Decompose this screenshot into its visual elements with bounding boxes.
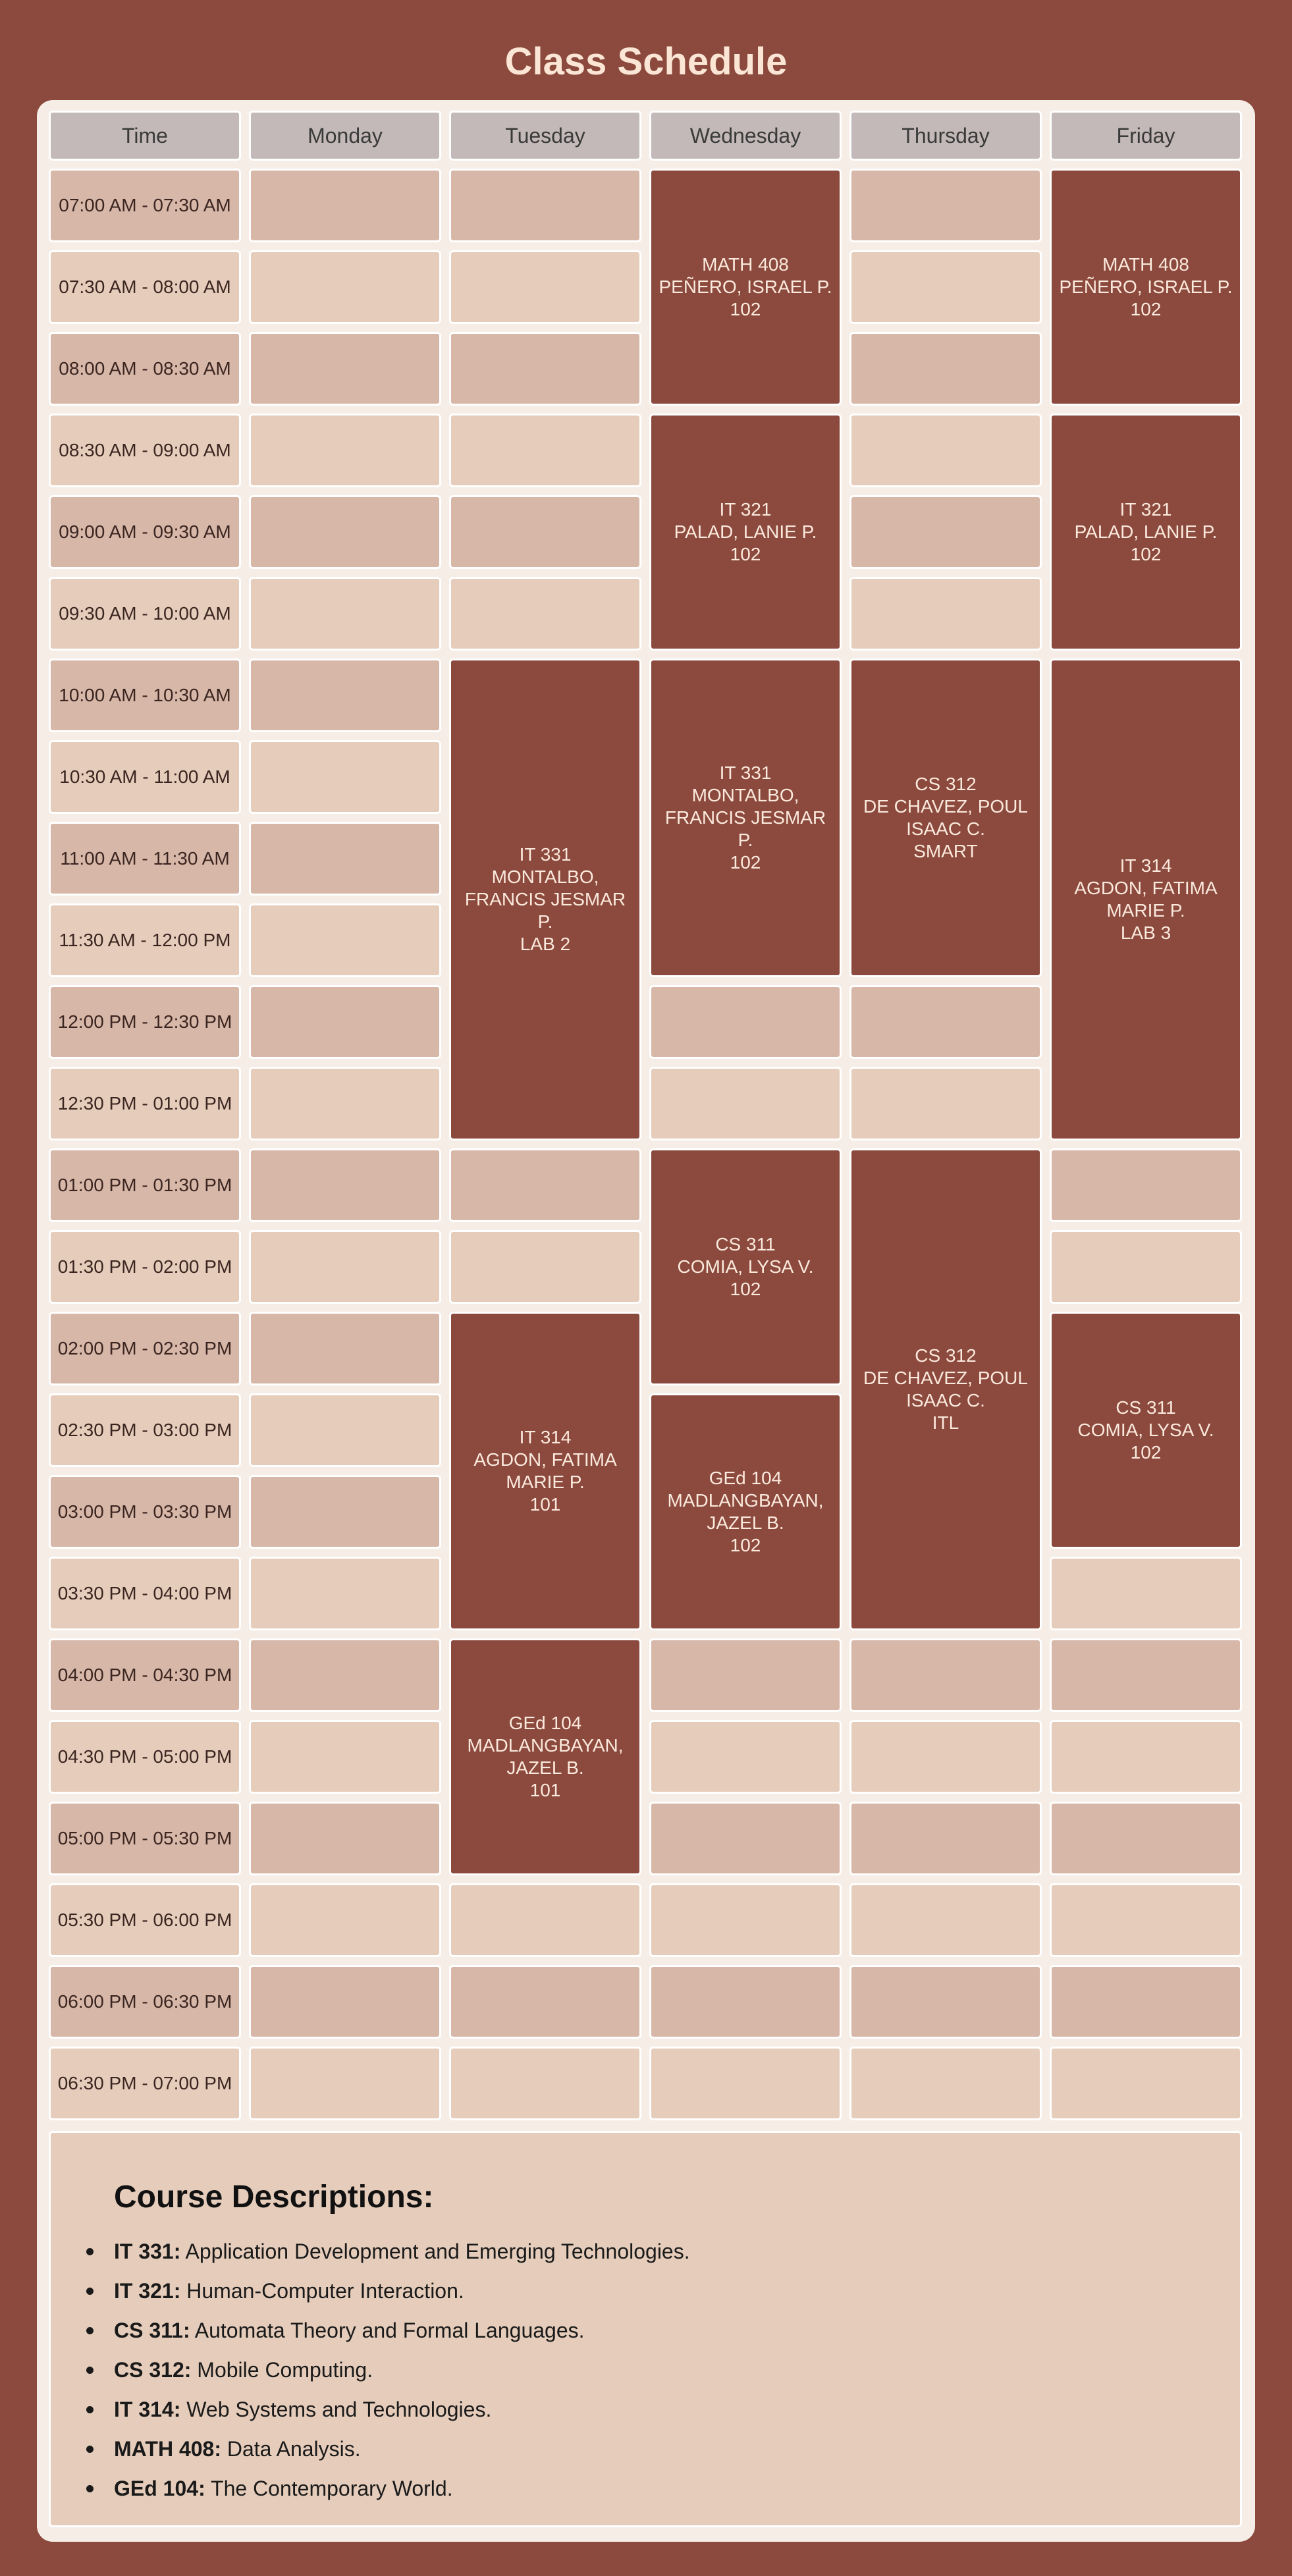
empty-slot-cell	[249, 1148, 441, 1222]
empty-slot-cell	[249, 1230, 441, 1304]
class-block[interactable]: IT 314 AGDON, FATIMA MARIE P. 101	[449, 1312, 641, 1630]
empty-slot-cell	[249, 2047, 441, 2120]
time-slot-label: 06:30 PM - 07:00 PM	[49, 2047, 241, 2120]
time-slot-label: 08:00 AM - 08:30 AM	[49, 332, 241, 406]
time-slot-label: 05:30 PM - 06:00 PM	[49, 1883, 241, 1957]
empty-slot-cell	[1050, 1557, 1242, 1630]
empty-slot-cell	[849, 1720, 1042, 1794]
course-description-text: Human-Computer Interaction.	[180, 2279, 464, 2303]
time-slot-label: 11:00 AM - 11:30 AM	[49, 822, 241, 896]
class-block[interactable]: CS 311 COMIA, LYSA V. 102	[1050, 1312, 1242, 1549]
course-code: CS 312:	[114, 2358, 192, 2382]
empty-slot-cell	[449, 250, 641, 324]
empty-slot-cell	[1050, 2047, 1242, 2120]
empty-slot-cell	[1050, 1638, 1242, 1712]
empty-slot-cell	[249, 903, 441, 977]
course-description-item	[114, 2350, 690, 2390]
empty-slot-cell	[249, 658, 441, 732]
course-description-item	[114, 2311, 690, 2350]
class-block[interactable]: GEd 104 MADLANGBAYAN, JAZEL B. 102	[649, 1393, 842, 1630]
empty-slot-cell	[649, 1638, 842, 1712]
empty-slot-cell	[1050, 1230, 1242, 1304]
time-slot-label: 08:30 AM - 09:00 AM	[49, 414, 241, 487]
course-code: IT 314:	[114, 2398, 181, 2421]
time-slot-label: 03:00 PM - 03:30 PM	[49, 1475, 241, 1549]
column-header-tuesday: Tuesday	[449, 111, 641, 161]
empty-slot-cell	[849, 1067, 1042, 1140]
empty-slot-cell	[449, 332, 641, 406]
empty-slot-cell	[1050, 1883, 1242, 1957]
course-descriptions-panel	[49, 2131, 1242, 2527]
class-block[interactable]: CS 311 COMIA, LYSA V. 102	[649, 1148, 842, 1385]
column-header-monday: Monday	[249, 111, 441, 161]
empty-slot-cell	[849, 1883, 1042, 1957]
empty-slot-cell	[249, 1475, 441, 1549]
empty-slot-cell	[649, 985, 842, 1059]
time-slot-label: 10:00 AM - 10:30 AM	[49, 658, 241, 732]
time-slot-label: 02:30 PM - 03:00 PM	[49, 1393, 241, 1467]
empty-slot-cell	[449, 2047, 641, 2120]
empty-slot-cell	[249, 495, 441, 569]
course-descriptions-list	[114, 2232, 690, 2508]
course-code: IT 331:	[114, 2240, 181, 2263]
empty-slot-cell	[849, 1638, 1042, 1712]
empty-slot-cell	[449, 1148, 641, 1222]
time-slot-label: 02:00 PM - 02:30 PM	[49, 1312, 241, 1385]
empty-slot-cell	[249, 332, 441, 406]
empty-slot-cell	[249, 1802, 441, 1875]
empty-slot-cell	[249, 1557, 441, 1630]
empty-slot-cell	[849, 169, 1042, 242]
class-block[interactable]: IT 331 MONTALBO, FRANCIS JESMAR P. LAB 2	[449, 658, 641, 1140]
empty-slot-cell	[849, 985, 1042, 1059]
empty-slot-cell	[249, 822, 441, 896]
schedule-grid	[49, 111, 1242, 2120]
course-description-text: Application Development and Emerging Technologies.	[180, 2240, 690, 2263]
column-header-time: Time	[49, 111, 241, 161]
page-title: Class Schedule	[504, 40, 788, 83]
empty-slot-cell	[249, 1965, 441, 2039]
empty-slot-cell	[449, 495, 641, 569]
empty-slot-cell	[249, 169, 441, 242]
empty-slot-cell	[849, 332, 1042, 406]
course-code: MATH 408:	[114, 2437, 221, 2461]
empty-slot-cell	[249, 1720, 441, 1794]
course-description-text: The Contemporary World.	[205, 2477, 453, 2500]
empty-slot-cell	[249, 1312, 441, 1385]
class-block[interactable]: MATH 408 PEÑERO, ISRAEL P. 102	[649, 169, 842, 406]
time-slot-label: 04:30 PM - 05:00 PM	[49, 1720, 241, 1794]
time-slot-label: 03:30 PM - 04:00 PM	[49, 1557, 241, 1630]
empty-slot-cell	[249, 414, 441, 487]
empty-slot-cell	[249, 1638, 441, 1712]
time-slot-label: 04:00 PM - 04:30 PM	[49, 1638, 241, 1712]
empty-slot-cell	[449, 169, 641, 242]
course-descriptions-title: Course Descriptions:	[114, 2180, 434, 2214]
course-description-text: Web Systems and Technologies.	[180, 2398, 492, 2421]
time-slot-label: 07:00 AM - 07:30 AM	[49, 169, 241, 242]
class-block[interactable]: MATH 408 PEÑERO, ISRAEL P. 102	[1050, 169, 1242, 406]
course-description-item	[114, 2469, 690, 2508]
column-header-wednesday: Wednesday	[649, 111, 842, 161]
course-description-item	[114, 2271, 690, 2311]
time-slot-label: 05:00 PM - 05:30 PM	[49, 1802, 241, 1875]
empty-slot-cell	[1050, 1720, 1242, 1794]
class-block[interactable]: IT 314 AGDON, FATIMA MARIE P. LAB 3	[1050, 658, 1242, 1140]
empty-slot-cell	[1050, 1148, 1242, 1222]
course-description-text: Data Analysis.	[221, 2437, 361, 2461]
empty-slot-cell	[849, 414, 1042, 487]
empty-slot-cell	[649, 2047, 842, 2120]
course-code: IT 321:	[114, 2279, 181, 2303]
time-slot-label: 06:00 PM - 06:30 PM	[49, 1965, 241, 2039]
time-slot-label: 12:00 PM - 12:30 PM	[49, 985, 241, 1059]
course-description-item	[114, 2232, 690, 2271]
class-block[interactable]: CS 312 DE CHAVEZ, POUL ISAAC C. ITL	[849, 1148, 1042, 1630]
column-header-friday: Friday	[1050, 111, 1242, 161]
empty-slot-cell	[849, 250, 1042, 324]
class-block[interactable]: IT 331 MONTALBO, FRANCIS JESMAR P. 102	[649, 658, 842, 977]
class-block[interactable]: IT 321 PALAD, LANIE P. 102	[649, 414, 842, 651]
empty-slot-cell	[649, 1067, 842, 1140]
empty-slot-cell	[249, 1393, 441, 1467]
time-slot-label: 07:30 AM - 08:00 AM	[49, 250, 241, 324]
empty-slot-cell	[849, 495, 1042, 569]
course-description-item	[114, 2390, 690, 2429]
empty-slot-cell	[449, 414, 641, 487]
empty-slot-cell	[249, 1883, 441, 1957]
empty-slot-cell	[849, 1802, 1042, 1875]
time-slot-label: 01:30 PM - 02:00 PM	[49, 1230, 241, 1304]
course-code: CS 311:	[114, 2319, 190, 2342]
empty-slot-cell	[249, 577, 441, 651]
empty-slot-cell	[649, 1720, 842, 1794]
empty-slot-cell	[249, 250, 441, 324]
empty-slot-cell	[649, 1883, 842, 1957]
empty-slot-cell	[1050, 1965, 1242, 2039]
class-block[interactable]: CS 312 DE CHAVEZ, POUL ISAAC C. SMART	[849, 658, 1042, 977]
empty-slot-cell	[449, 1965, 641, 2039]
empty-slot-cell	[849, 2047, 1042, 2120]
empty-slot-cell	[649, 1965, 842, 2039]
class-block[interactable]: IT 321 PALAD, LANIE P. 102	[1050, 414, 1242, 651]
column-header-thursday: Thursday	[849, 111, 1042, 161]
time-slot-label: 12:30 PM - 01:00 PM	[49, 1067, 241, 1140]
time-slot-label: 01:00 PM - 01:30 PM	[49, 1148, 241, 1222]
course-description-text: Automata Theory and Formal Languages.	[190, 2319, 585, 2342]
course-code: GEd 104:	[114, 2477, 205, 2500]
empty-slot-cell	[649, 1802, 842, 1875]
time-slot-label: 09:00 AM - 09:30 AM	[49, 495, 241, 569]
course-description-text: Mobile Computing.	[191, 2358, 373, 2382]
empty-slot-cell	[449, 577, 641, 651]
time-slot-label: 11:30 AM - 12:00 PM	[49, 903, 241, 977]
empty-slot-cell	[849, 577, 1042, 651]
course-description-item	[114, 2429, 690, 2469]
empty-slot-cell	[849, 1965, 1042, 2039]
empty-slot-cell	[249, 740, 441, 814]
empty-slot-cell	[1050, 1802, 1242, 1875]
empty-slot-cell	[249, 1067, 441, 1140]
empty-slot-cell	[449, 1883, 641, 1957]
empty-slot-cell	[249, 985, 441, 1059]
class-block[interactable]: GEd 104 MADLANGBAYAN, JAZEL B. 101	[449, 1638, 641, 1875]
time-slot-label: 10:30 AM - 11:00 AM	[49, 740, 241, 814]
empty-slot-cell	[449, 1230, 641, 1304]
time-slot-label: 09:30 AM - 10:00 AM	[49, 577, 241, 651]
